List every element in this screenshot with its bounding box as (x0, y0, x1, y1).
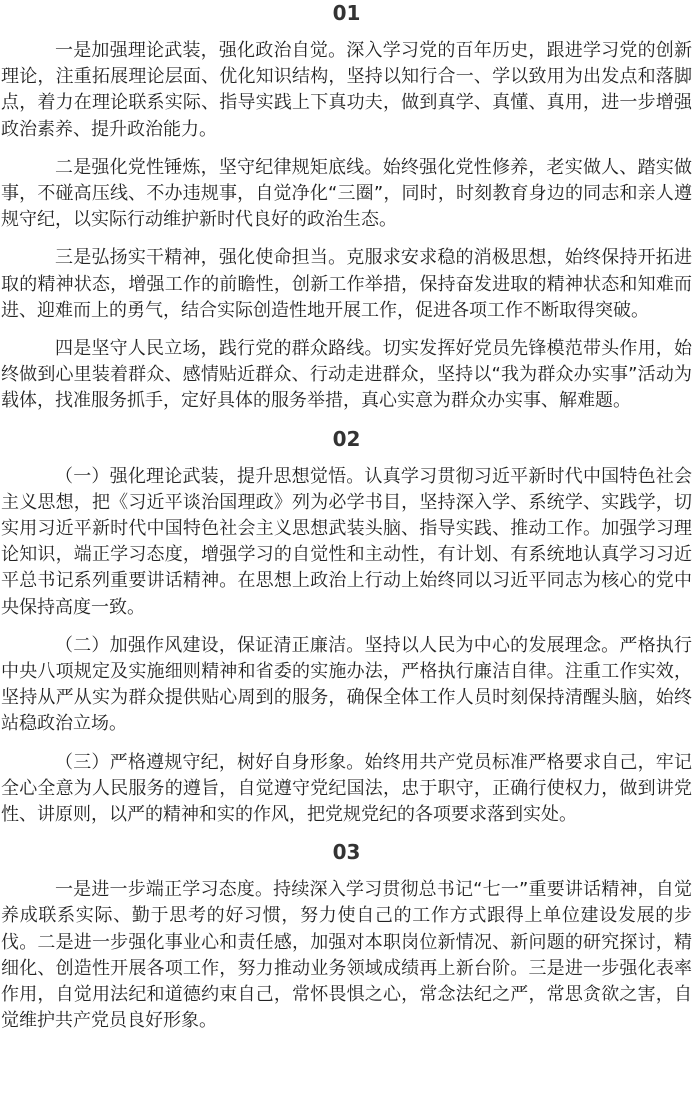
section-01-paragraph-1: 一是加强理论武装，强化政治自觉。深入学习党的百年历史，跟进学习党的创新理论，注重拓展理论层面、优化知识结构，坚持以知行合一、学以致用为出发点和落脚点，着力在理论联系实际、指导实践上下真功夫，做到真学、真懂、真用，进一步增强政治素养、提升政治能力。 (1, 40, 692, 140)
section-01-paragraph-2: 二是强化党性锤炼，坚守纪律规矩底线。始终强化党性修养，老实做人、踏实做事，不碰高压线、不办违规事，自觉净化“三圈”，同时，时刻教育身边的同志和亲人遵规守纪，以实际行动维护新时代良好的政治生态。 (1, 156, 692, 231)
section-02-paragraph-3: （三）严格遵规守纪，树好自身形象。始终用共产党员标准严格要求自己，牢记全心全意为人民服务的遵旨，自觉遵守党纪国法，忠于职守，正确行使权力，做到讲党性、讲原则，以严的精神和实的作风，把党规党纪的各项要求落到实处。 (1, 751, 692, 826)
section-01-paragraph-3: 三是弘扬实干精神，强化使命担当。克服求安求稳的消极思想，始终保持开拓进取的精神状态，增强工作的前瞻性，创新工作举措，保持奋发进取的精神状态和知难而进、迎难而上的勇气，结合实际创造性地开展工作，促进各项工作不断取得突破。 (1, 247, 692, 321)
section-01-paragraph-4: 四是坚守人民立场，践行党的群众路线。切实发挥好党员先锋模范带头作用，始终做到心里装着群众、感情贴近群众、行动走进群众，坚持以“我为群众办实事”活动为载体，找准服务抓手，定好具体的服务举措，真心实意为群众办实事、解难题。 (1, 338, 692, 412)
section-number-02: 02 (332, 426, 361, 451)
section-02-paragraph-2: （二）加强作风建设，保证清正廉洁。坚持以人民为中心的发展理念。严格执行中央八项规定及实施细则精神和省委的实施办法，严格执行廉洁自律。注重工作实效，坚持从严从实为群众提供贴心周到的服务，确保全体工作人员时刻保持清醒头脑，始终站稳政治立场。 (1, 634, 692, 735)
section-number-03: 03 (332, 840, 361, 865)
section-number-01: 01 (332, 1, 361, 25)
section-02-paragraph-1: （一）强化理论武装，提升思想觉悟。认真学习贯彻习近平新时代中国特色社会主义思想，把《习近平谈治国理政》列为必学书目，坚持深入学、系统学、实践学，切实用习近平新时代中国特色社会主义思想武装头脑、指导实践、推动工作。加强学习理论知识，端正学习态度，增强学习的自觉性和主动性，有计划、有系统地认真学习习近平总书记系列重要讲话精神。在思想上政治上行动上始终同以习近平同志为核心的党中央保持高度一致。 (1, 465, 692, 618)
section-03-paragraph-1: 一是进一步端正学习态度。持续深入学习贯彻总书记“七一”重要讲话精神，自觉养成联系实际、勤于思考的好习惯，努力使自己的工作方式跟得上单位建设发展的步伐。二是进一步强化事业心和责任感，加强对本职岗位新情况、新问题的研究探讨，精细化、创造性开展各项工作，努力推动业务领域成绩再上新台阶。三是进一步强化表率作用，自觉用法纪和道德约束自己，常怀畏惧之心，常念法纪之严，常思贪欲之害，自觉维护共产党员良好形象。 (1, 879, 692, 1032)
